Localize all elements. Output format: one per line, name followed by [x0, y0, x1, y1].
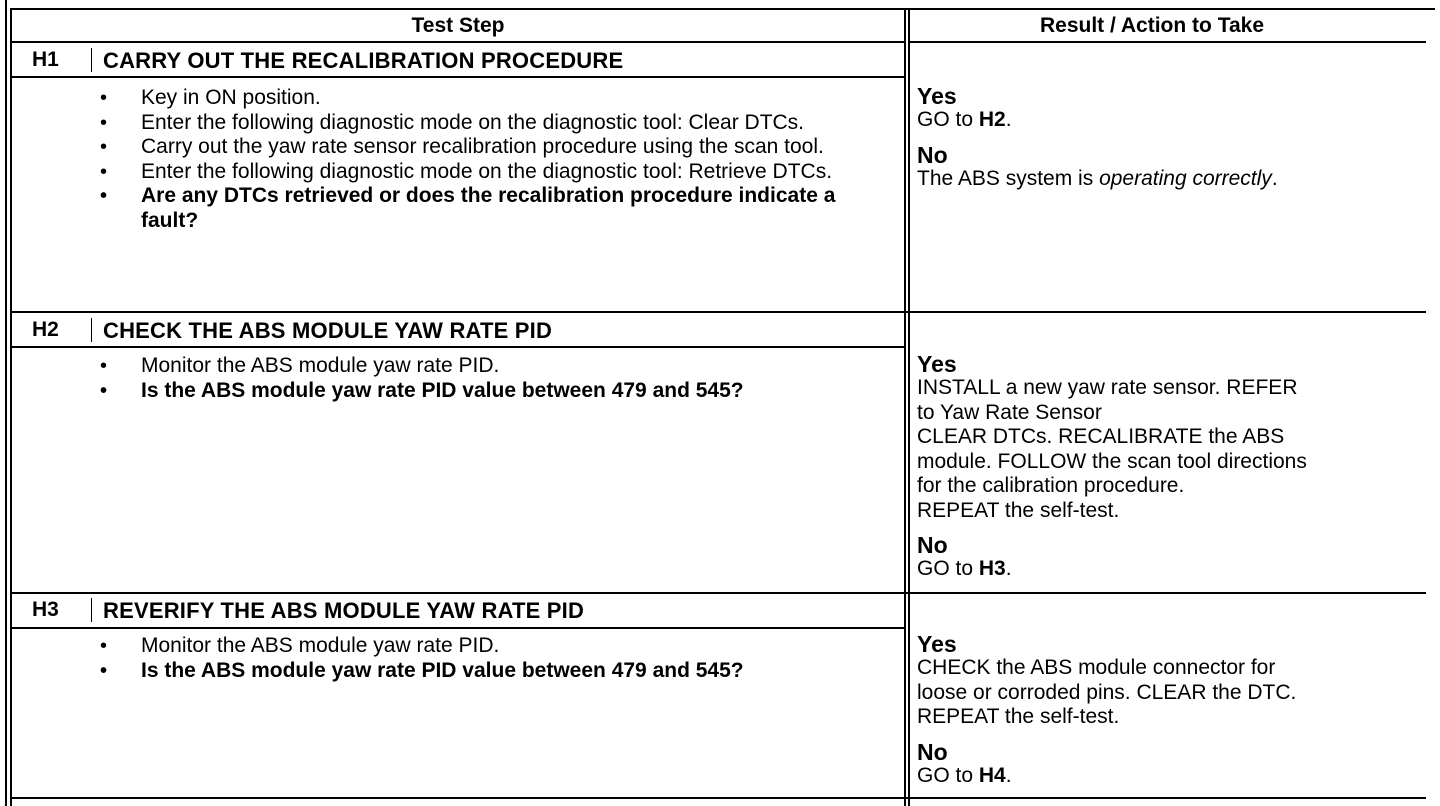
list-item: • Enter the following diagnostic mode on the diagnostic tool: Clear DTCs. [95, 111, 885, 136]
left-border-outer [5, 0, 7, 806]
list-item: • Carry out the yaw rate sensor recalibration procedure using the scan tool. [95, 135, 885, 160]
h2-id-tick [91, 318, 92, 342]
header-result-action: Result / Action to Take [1039, 14, 1265, 37]
step-title: REVERIFY THE ABS MODULE YAW RATE PID [103, 598, 585, 623]
step-instructions [95, 86, 885, 233]
yes-action: GO to H2. [917, 108, 1012, 131]
step-question: • Are any DTCs retrieved or does the recalibration procedure indicate a fault? [95, 184, 885, 233]
yes-action: CHECK the ABS module connector for loose or corroded pins. CLEAR the DTC. REPEAT the self-test. [917, 656, 1297, 728]
step-question: • Is the ABS module yaw rate PID value between 479 and 545? [95, 379, 840, 404]
list-item: • Monitor the ABS module yaw rate PID. [95, 634, 840, 659]
step-id: H1 [32, 48, 59, 71]
no-label: No [917, 141, 948, 168]
no-label: No [917, 738, 948, 765]
h3-id-tick [91, 598, 92, 622]
step-reference: H4 [978, 763, 1006, 787]
header-test-step: Test Step [411, 14, 505, 37]
step-reference: H2 [978, 108, 1006, 131]
no-action: GO to H4. [917, 763, 1012, 787]
no-action: GO to H3. [917, 557, 1012, 580]
yes-label: Yes [917, 351, 957, 377]
step-instructions [95, 634, 840, 683]
step-reference: H3 [978, 557, 1006, 580]
yes-label: Yes [917, 83, 957, 109]
h1-id-tick [91, 48, 92, 72]
column-divider-b [908, 8, 910, 806]
left-border-inner [10, 8, 12, 806]
column-divider-a [904, 8, 906, 806]
step-title: CHECK THE ABS MODULE YAW RATE PID [103, 318, 553, 343]
no-action: The ABS system is operating correctly. [917, 166, 1278, 190]
yes-label: Yes [917, 631, 957, 657]
list-item: • Key in ON position. [95, 86, 885, 111]
header-rule-right [910, 41, 1426, 43]
top-border [10, 8, 1435, 10]
row-rule-h2-h3 [10, 592, 1426, 594]
yes-action: INSTALL a new yaw rate sensor. REFER to Yaw Rate Sensor CLEAR DTCs. RECALIBRATE the ABS module. FOLLOW the scan tool directions for the calibration procedure. REPEAT the self-test. [917, 376, 1307, 522]
step-question: • Is the ABS module yaw rate PID value between 479 and 545? [95, 659, 840, 684]
header-rule-left [10, 41, 904, 43]
h3-title-rule [10, 627, 904, 629]
step-id: H3 [32, 598, 59, 621]
no-label: No [917, 532, 948, 558]
step-id: H2 [32, 318, 59, 341]
step-result [917, 352, 1417, 592]
step-result [917, 84, 1407, 201]
step-result [917, 632, 1417, 798]
row-rule-h1-h2 [10, 311, 1426, 313]
step-instructions [95, 354, 840, 403]
h2-title-rule [10, 346, 904, 348]
list-item: • Monitor the ABS module yaw rate PID. [95, 354, 840, 379]
list-item: • Enter the following diagnostic mode on the diagnostic tool: Retrieve DTCs. [95, 160, 885, 185]
h1-title-rule [10, 76, 904, 78]
step-title: CARRY OUT THE RECALIBRATION PROCEDURE [103, 48, 624, 73]
